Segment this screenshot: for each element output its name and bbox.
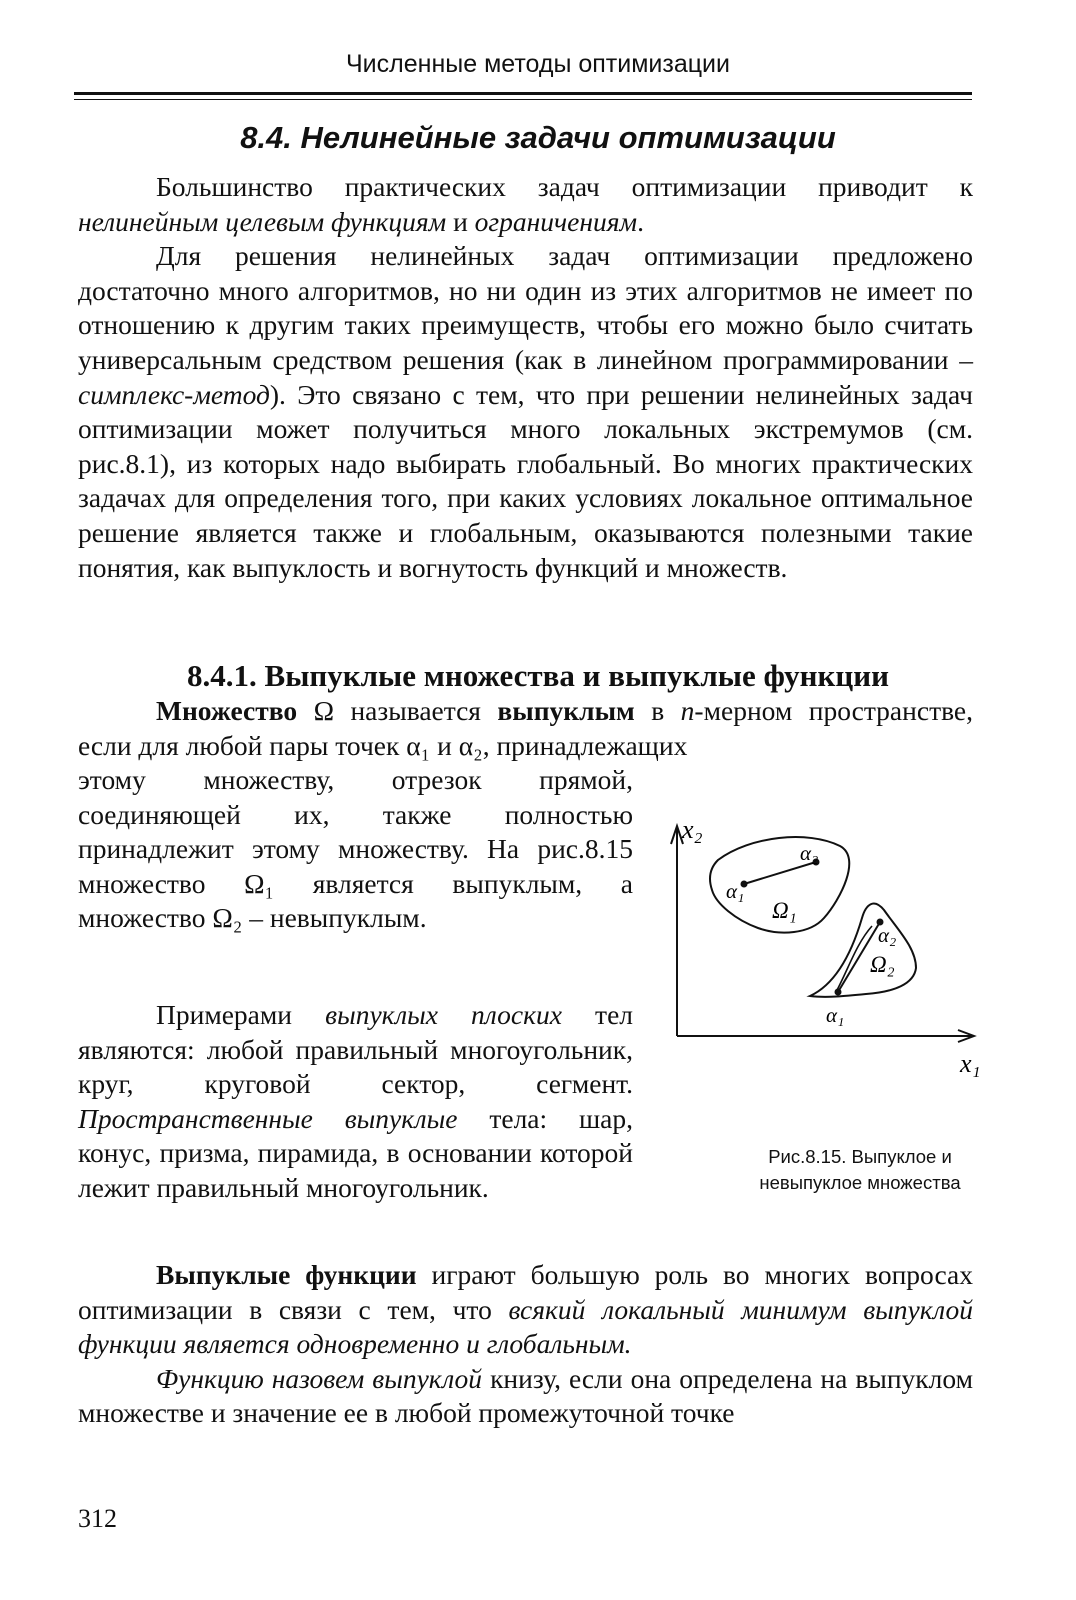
p6-text-b: книзу, если она определена на выпуклом множестве и значение ее в любой промежуточной точке <box>78 1362 973 1429</box>
omega1-alpha1-label: α₁ <box>726 879 745 903</box>
p4-text-c: тел являются: любой правильный многоугольник, круг, круговой сектор, сегмент. <box>78 999 633 1100</box>
paragraph-3 <box>78 694 973 763</box>
p5-text-b: играют большую роль во многих вопросах оптимизации в связи с тем, что <box>78 1259 973 1325</box>
p3cont-text: этому множеству, отрезок прямой, соединяющей их, также полностью принадлежит этому множеству. На рис.8.15 множество Ω₁ является выпуклым, а множество Ω₂ – невыпуклым. <box>78 764 633 934</box>
x2-axis-label: x₂ <box>682 815 703 844</box>
omega2-point-alpha1 <box>835 989 842 996</box>
caption-line-2: невыпуклое множества <box>759 1172 961 1193</box>
p4-text-a: Примерами <box>156 999 326 1030</box>
paragraph-4 <box>78 998 633 1206</box>
p4-term-planar: выпуклых плоских <box>325 999 562 1030</box>
figure-caption <box>700 1144 1020 1196</box>
figure-convex-sets <box>640 800 1020 1100</box>
p4-term-spatial: Пространственные выпуклые <box>78 1102 458 1134</box>
header-rule-thin <box>74 99 972 100</box>
p6-term-definition: Функцию назовем выпуклой <box>156 1362 483 1394</box>
p5-text-theorem: всякий локальный минимум выпуклой функции является одновременно и глобальным. <box>78 1293 973 1360</box>
paragraph-6-text <box>78 1362 973 1431</box>
paragraph-5-text <box>78 1258 973 1362</box>
p4-text-e: тела: шар, конус, призма, пирамида, в основании которой лежит правильный многоугольник. <box>78 1102 633 1203</box>
p1-term-constraints: ограничениям <box>474 205 638 237</box>
p3-term-n: n <box>680 695 695 726</box>
p1-text-a: Большинство практических задач оптимизации приводит к <box>156 171 973 202</box>
paragraph-2 <box>78 239 973 585</box>
omega1-segment <box>744 862 816 884</box>
paragraph-3-line <box>78 694 973 763</box>
section-title: 8.4. Нелинейные задачи оптимизации <box>240 120 836 155</box>
p2-text-c: ). Это связано с тем, что при решении нелинейных задач оптимизации может получиться много локальных экстремумов (см. рис.8.1), из которых надо выбирать глобальный. Во многих практических задачах для определения того, при каких условиях локальное оптимальное решение является также и глобальным, оказываются полезными такие понятия, как выпуклость и вогнутость функций и множеств. <box>78 378 973 583</box>
p2-text-a: Для решения нелинейных задач оптимизации предложено достаточно много алгоритмов, но ни один из этих алгоритмов не имеет по отношению к другим таких преимуществ, чтобы его можно было считать универсальным средством решения (как в линейном программировании – <box>78 240 973 375</box>
p1-text-c: и <box>446 205 475 237</box>
p2-term-simplex: симплекс-метод <box>78 378 270 410</box>
running-header: Численные методы оптимизации <box>346 50 730 78</box>
x2-axis <box>671 826 683 1036</box>
p3-text-d: в <box>634 695 681 726</box>
p3-text-f: -мерном пространстве, если для любой пары точек α₁ и α₂, принадлежащих <box>78 695 973 761</box>
x1-axis <box>677 1030 974 1042</box>
omega1-label: Ω₁ <box>772 898 797 923</box>
paragraph-1 <box>78 170 973 239</box>
subsection-title: 8.4.1. Выпуклые множества и выпуклые функции <box>187 658 889 693</box>
x1-axis-label: x₁ <box>960 1049 981 1078</box>
omega1-alpha2-label: α₂ <box>800 841 819 865</box>
caption-line-1: Рис.8.15. Выпуклое и <box>768 1146 952 1167</box>
p1-term-functions: нелинейным целевым функциям <box>78 205 447 237</box>
p5-term-convex-functions: Выпуклые функции <box>156 1259 417 1290</box>
paragraph-3-continued <box>78 763 633 936</box>
p3-text-b: Ω называется <box>297 695 498 726</box>
p3-term-set: Множество <box>156 695 298 726</box>
paragraph-4-text <box>78 998 633 1206</box>
page-number: 312 <box>78 1504 117 1533</box>
paragraph-5 <box>78 1258 973 1431</box>
p1-text-e: . <box>637 205 644 237</box>
omega2-alpha1-label: α₁ <box>826 1003 845 1027</box>
header-rule-thick <box>74 92 972 95</box>
omega2-inner-curve <box>836 926 872 992</box>
p3-term-convex: выпуклым <box>497 695 635 726</box>
omega2-label: Ω₂ <box>870 952 895 977</box>
omega2-alpha2-label: α₂ <box>878 923 897 947</box>
paragraph-intro <box>78 170 973 585</box>
